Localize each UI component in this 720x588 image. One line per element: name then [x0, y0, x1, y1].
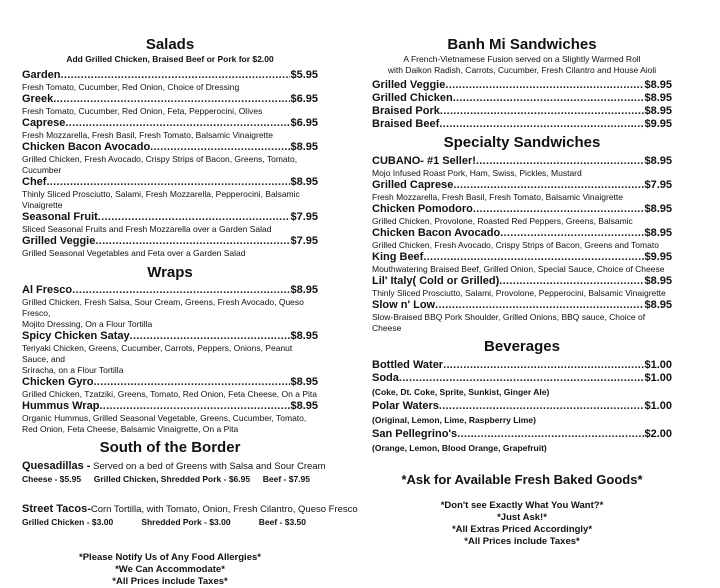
item-name: Quesadillas -	[22, 460, 91, 472]
item-price: $8.95	[644, 155, 672, 167]
item-price: $2.00	[644, 428, 672, 440]
item-desc: (Orange, Lemon, Blood Orange, Grapefruit)	[372, 443, 547, 453]
item-price: $8.95	[644, 203, 672, 215]
item-price: $8.95	[644, 105, 672, 117]
item-name: Greek	[22, 93, 54, 105]
street-tacos	[22, 503, 358, 516]
item-desc: (Original, Lemon, Lime, Raspberry Lime)	[372, 415, 536, 425]
salads-list	[22, 69, 318, 259]
price-option: Beef - $3.50	[258, 517, 306, 527]
note: *We Can Accommodate*	[115, 564, 225, 575]
item-price: $1.00	[644, 359, 672, 371]
item-name: Grilled Chicken	[372, 92, 453, 104]
item-name: Caprese	[22, 117, 66, 129]
item-desc: Grilled Chicken, Tzatziki, Greens, Tomato, Red Onion, Feta Cheese, On a Pita	[22, 389, 317, 399]
item-name: King Beef	[372, 251, 424, 263]
item-price: $8.95	[290, 176, 318, 188]
price-option: Shredded Pork - $3.00	[141, 517, 231, 527]
item-name: Street Tacos-	[22, 503, 91, 515]
menu-item	[372, 179, 672, 203]
wraps-title: Wraps	[147, 264, 193, 281]
border-title: South of the Border	[99, 439, 241, 456]
menu-item	[22, 376, 318, 400]
item-name: Spicy Chicken Satay	[22, 330, 130, 342]
menu-item	[372, 372, 672, 398]
item-price: $6.95	[290, 93, 318, 105]
item-desc: Grilled Chicken, Fresh Salsa, Sour Cream, Greens, Fresh Avocado, Queso Fresco,	[22, 297, 304, 318]
item-desc: Sriracha, on a Flour Tortilla	[22, 365, 124, 375]
banh-mi-subtitle: with Daikon Radish, Carrots, Cucumber, Fresh Cilantro and House Aioli	[387, 65, 657, 75]
item-name: Bottled Water	[372, 359, 444, 371]
item-name: Grilled Caprese	[372, 179, 454, 191]
quesadillas	[22, 460, 326, 473]
item-desc: Grilled Chicken, Fresh Avocado, Crispy Strips of Bacon, Greens and Tomato	[372, 240, 659, 250]
item-price: $8.95	[290, 330, 318, 342]
item-name: Seasonal Fruit	[22, 211, 98, 223]
item-price: $8.95	[644, 92, 672, 104]
menu-item	[22, 284, 318, 330]
menu-item	[372, 227, 672, 251]
item-desc: Grilled Chicken, Provolone, Roasted Red Peppers, Greens, Balsamic	[372, 216, 633, 226]
wraps-list	[22, 284, 318, 435]
right-column	[372, 0, 672, 548]
item-desc: Sliced Seasonal Fruits and Fresh Mozzarella over a Garden Salad	[22, 224, 272, 234]
menu-item	[22, 141, 318, 176]
item-desc: Teriyaki Chicken, Greens, Cucumber, Carrots, Peppers, Onions, Peanut Sauce, and	[22, 343, 293, 364]
item-price: $9.95	[644, 251, 672, 263]
item-name: Chicken Bacon Avocado	[372, 227, 501, 239]
item-price: $9.95	[644, 118, 672, 130]
left-column	[22, 0, 358, 588]
item-name: Al Fresco	[22, 284, 73, 296]
banh-mi-title: Banh Mi Sandwiches	[447, 36, 597, 53]
item-price: $1.00	[644, 400, 672, 412]
item-price: $8.95	[644, 275, 672, 287]
menu-item	[372, 155, 672, 179]
menu-item	[372, 400, 672, 426]
item-name: Lil' Italy( Cold or Grilled)	[372, 275, 500, 287]
taco-prices	[22, 517, 318, 528]
item-desc: Slow-Braised BBQ Pork Shoulder, Grilled Onions, BBQ sauce, Choice of Cheese	[372, 312, 646, 333]
item-desc: Fresh Mozzarella, Fresh Basil, Fresh Tomato, Balsamic Vinaigrette	[372, 192, 624, 202]
menu-item	[372, 428, 672, 454]
item-desc: Mojito Dressing, On a Flour Tortilla	[22, 319, 153, 329]
menu-item	[372, 92, 672, 105]
item-desc: Fresh Mozzarella, Fresh Basil, Fresh Tomato, Balsamic Vinaigrette	[22, 130, 274, 140]
menu-item	[22, 176, 318, 211]
price-option: Grilled Chicken, Shredded Pork - $6.95	[93, 474, 251, 484]
banh-mi-subtitle: A French-Vietnamese Fusion served on a Slightly Warmed Roll	[403, 54, 641, 64]
price-option: Beef - $7.95	[262, 474, 310, 484]
item-price: $8.95	[644, 79, 672, 91]
menu-item	[22, 117, 318, 141]
item-desc: Fresh Tomato, Cucumber, Red Onion, Choice of Dressing	[22, 82, 240, 92]
item-desc: Grilled Chicken, Fresh Avocado, Crispy Strips of Bacon, Greens, Tomato, Cucumber	[22, 154, 298, 175]
item-price: $1.00	[644, 372, 672, 384]
specialty-title: Specialty Sandwiches	[443, 134, 601, 151]
right-notes	[372, 500, 672, 548]
item-price: $8.95	[290, 376, 318, 388]
specialty-list	[372, 155, 672, 334]
item-desc: (Coke, Dt. Coke, Sprite, Sunkist, Ginger Ale)	[372, 387, 550, 397]
item-price: $7.95	[290, 211, 318, 223]
item-price: $5.95	[290, 69, 318, 81]
item-desc: Corn Tortilla, with Tomato, Onion, Fresh Cilantro, Queso Fresco	[90, 504, 358, 515]
menu-item	[372, 299, 672, 334]
item-price: $8.95	[290, 141, 318, 153]
item-name: Braised Pork	[372, 105, 440, 117]
menu-item	[372, 275, 672, 299]
menu-item	[372, 105, 672, 118]
menu-item	[22, 69, 318, 93]
item-desc: Thinly Sliced Prosciutto, Salami, Fresh Mozzarella, Pepperocini, Balsamic Vinaigrette	[22, 189, 300, 210]
item-name: San Pellegrino's	[372, 428, 458, 440]
item-desc: Mouthwatering Braised Beef, Grilled Onion, Special Sauce, Choice of Cheese	[372, 264, 665, 274]
item-name: Slow n' Low	[372, 299, 436, 311]
beverages-list	[372, 359, 672, 454]
note: *Don't see Exactly What You Want?*	[440, 500, 604, 511]
item-price: $8.95	[290, 284, 318, 296]
menu-item	[372, 359, 672, 372]
item-price: $8.95	[290, 400, 318, 412]
menu-item	[22, 211, 318, 235]
item-name: Chicken Bacon Avocado	[22, 141, 151, 153]
item-name: Chef	[22, 176, 47, 188]
salads-subtitle: Add Grilled Chicken, Braised Beef or Pork for $2.00	[66, 54, 274, 64]
menu-item	[22, 330, 318, 376]
item-desc: Thinly Sliced Prosciutto, Salami, Provolone, Pepperocini, Balsamic Vinaigrette	[372, 288, 666, 298]
item-name: Chicken Pomodoro	[372, 203, 473, 215]
item-desc: Fresh Tomato, Cucumber, Red Onion, Feta, Pepperocini, Olives	[22, 106, 263, 116]
item-desc: Organic Hummus, Grilled Seasonal Vegetable, Greens, Cucumber, Tomato,	[22, 413, 307, 423]
item-name: Braised Beef	[372, 118, 440, 130]
note: *Just Ask!*	[497, 512, 547, 523]
item-name: Grilled Veggie	[22, 235, 96, 247]
item-name: Hummus Wrap	[22, 400, 100, 412]
item-price: $7.95	[644, 179, 672, 191]
note: *Please Notify Us of Any Food Allergies*	[79, 552, 261, 563]
item-desc: Red Onion, Feta Cheese, Balsamic Vinaigrette, On a Pita	[22, 424, 239, 434]
menu-item	[372, 203, 672, 227]
quesadilla-prices	[22, 474, 318, 485]
item-name: Chicken Gyro	[22, 376, 94, 388]
item-desc: Mojo Infused Roast Pork, Ham, Swiss, Pickles, Mustard	[372, 168, 582, 178]
item-name: Grilled Veggie	[372, 79, 446, 91]
beverages-title: Beverages	[484, 338, 560, 355]
item-name: Soda	[372, 372, 399, 384]
item-price: $8.95	[644, 227, 672, 239]
note: *All Prices include Taxes*	[112, 576, 228, 587]
salads-title: Salads	[145, 36, 195, 53]
menu-item	[372, 118, 672, 131]
price-option: Grilled Chicken - $3.00	[22, 517, 114, 527]
item-price: $7.95	[290, 235, 318, 247]
note: *All Extras Priced Accordingly*	[451, 524, 593, 535]
item-price: $6.95	[290, 117, 318, 129]
banh-mi-list	[372, 79, 672, 131]
item-name: Polar Waters	[372, 400, 439, 412]
note: *All Prices include Taxes*	[464, 536, 580, 547]
item-name: CUBANO- #1 Seller!	[372, 155, 476, 167]
menu-item	[372, 251, 672, 275]
item-price: $8.95	[644, 299, 672, 311]
left-notes	[22, 552, 318, 588]
item-name: Garden	[22, 69, 61, 81]
item-desc: Grilled Seasonal Vegetables and Feta over a Garden Salad	[22, 248, 246, 258]
baked-goods-note: *Ask for Available Fresh Baked Goods*	[401, 472, 643, 487]
price-option: Cheese - $5.95	[22, 474, 82, 484]
menu-item	[22, 93, 318, 117]
menu-item	[372, 79, 672, 92]
item-desc: Served on a bed of Greens with Salsa and Sour Cream	[93, 461, 326, 472]
menu-item	[22, 400, 318, 435]
menu-item	[22, 235, 318, 259]
